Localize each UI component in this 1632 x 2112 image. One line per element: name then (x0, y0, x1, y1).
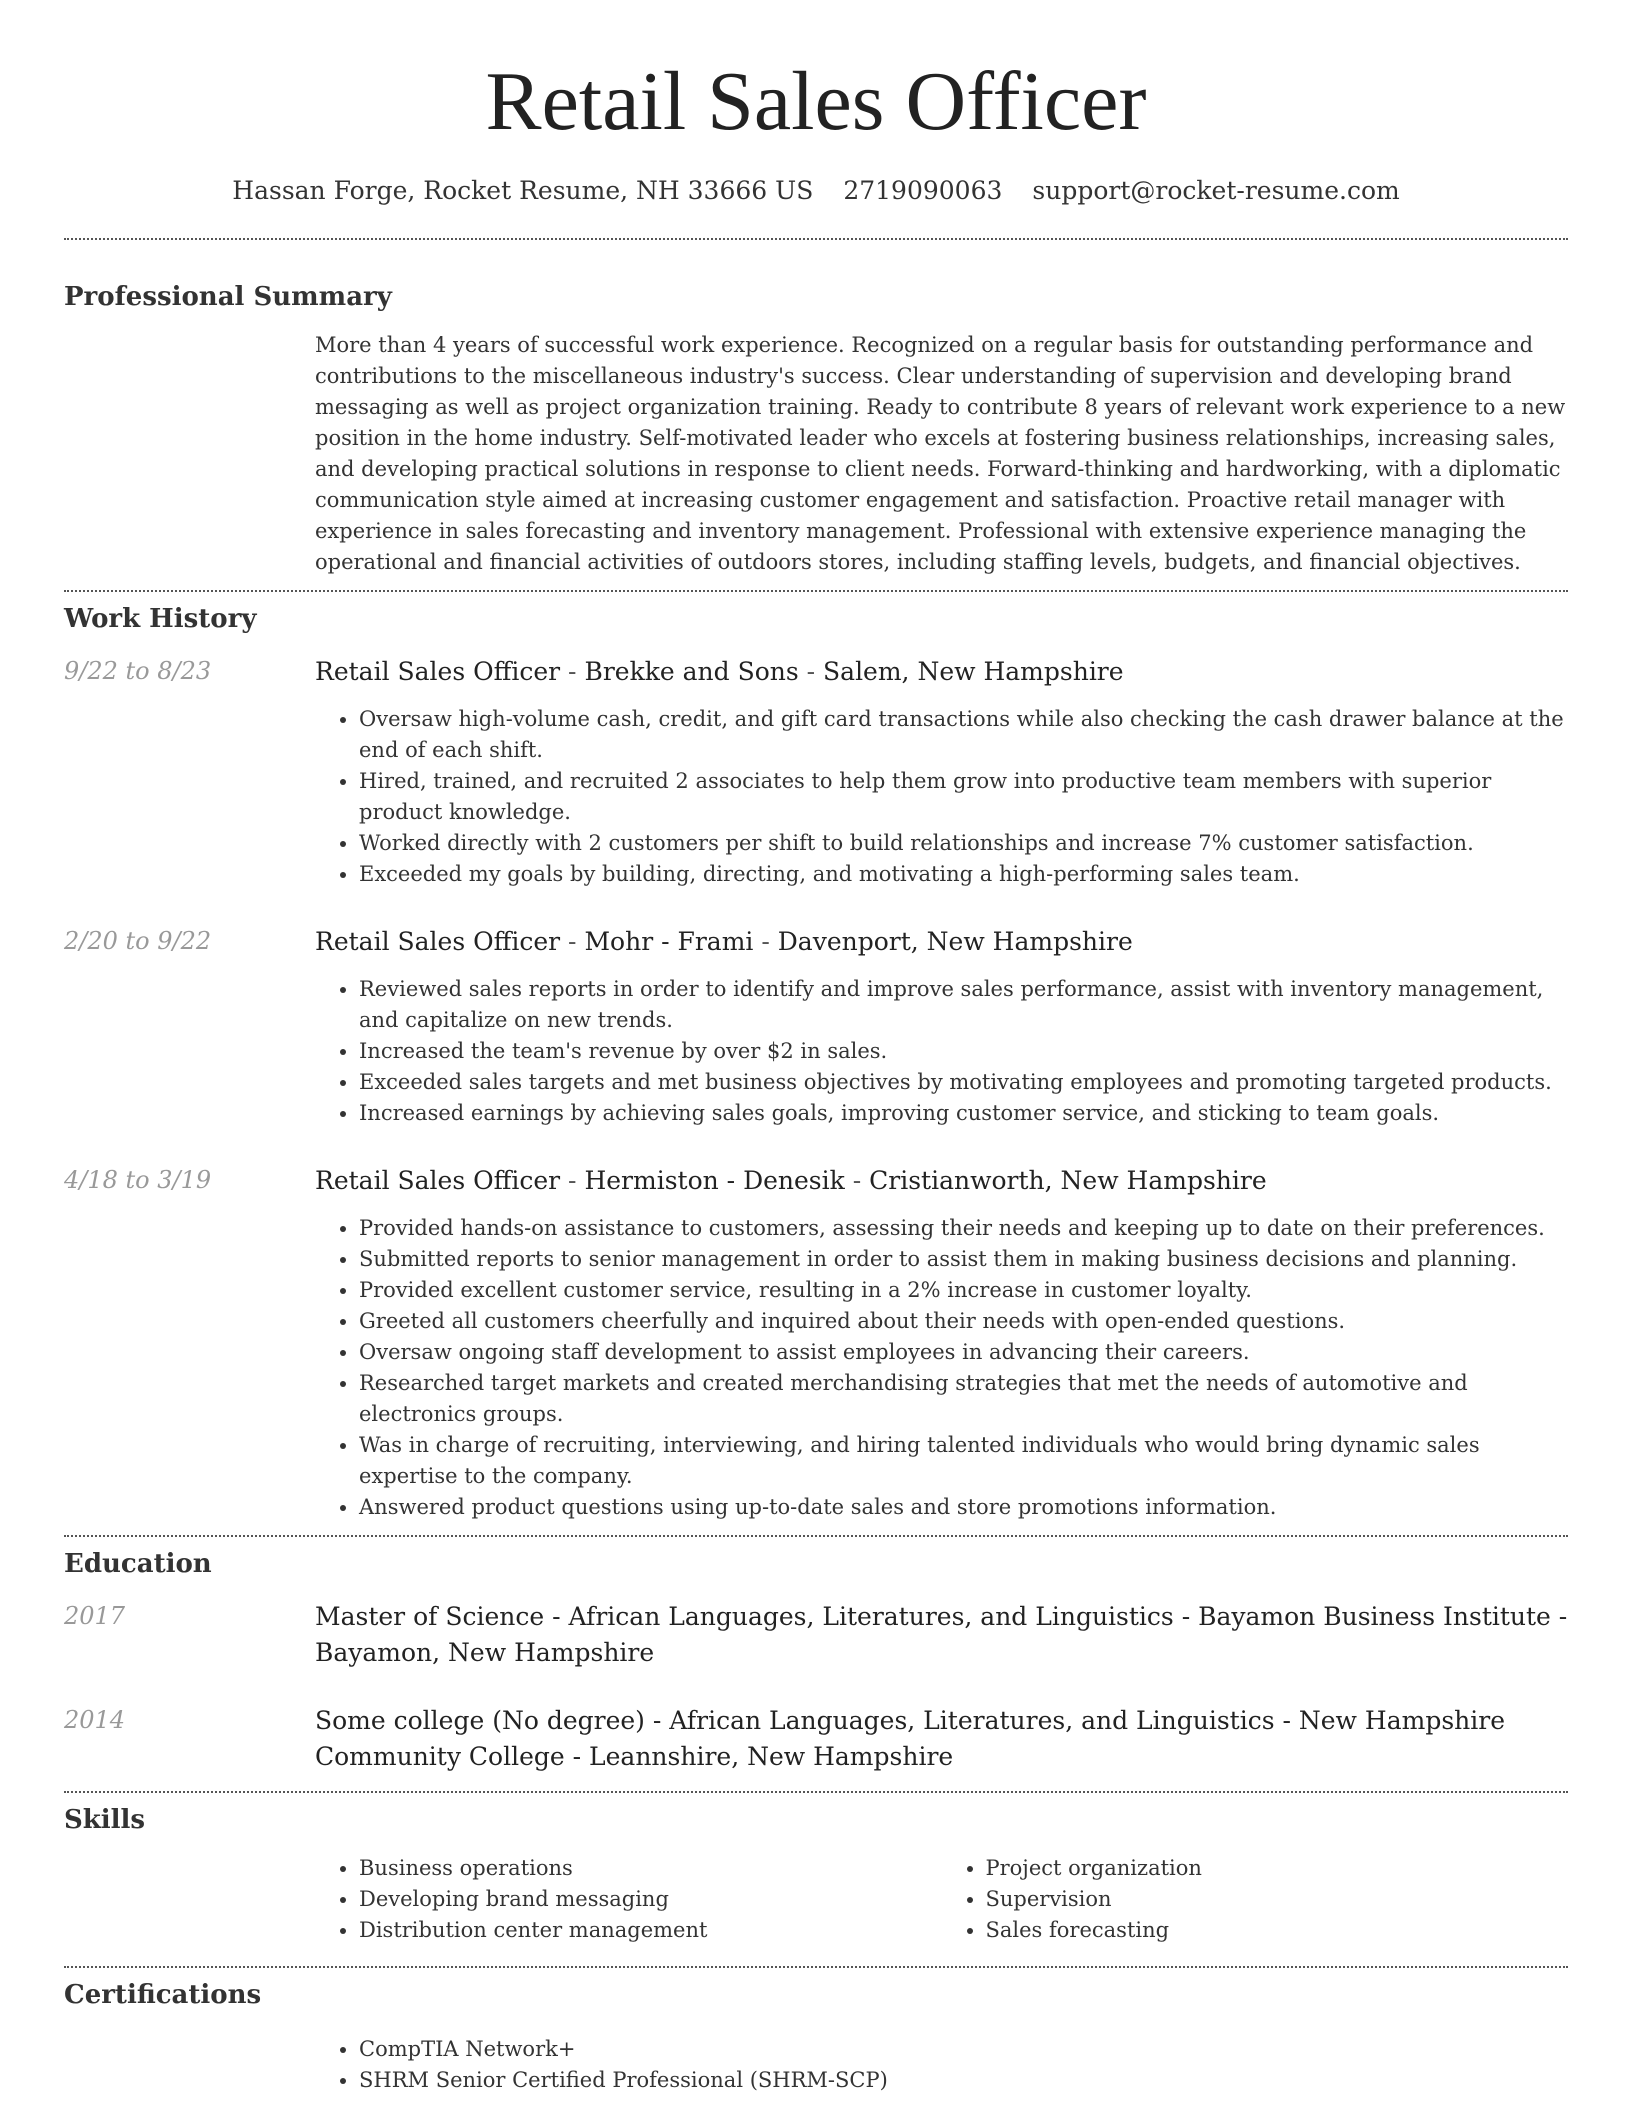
list-item: • SHRM Senior Certified Professional (SHRM-SCP) (359, 2065, 1568, 2096)
skills-list-right (942, 1853, 1569, 1946)
job-dates: 4/18 to 3/19 (64, 1166, 212, 1194)
job-location: Salem, New Hampshire (823, 657, 1124, 686)
list-item: • Oversaw high-volume cash, credit, and gift card transactions while also checking the cash drawer balance at the end of each shift. (359, 704, 1568, 766)
list-item: • Distribution center management (359, 1915, 942, 1946)
job-title: Retail Sales Officer (315, 1166, 561, 1195)
list-item: • Oversaw ongoing staff development to assist employees in advancing their careers. (359, 1337, 1568, 1368)
list-item: • Hired, trained, and recruited 2 associates to help them grow into productive team members with superior product knowledge. (359, 766, 1568, 828)
job-location: Davenport, New Hampshire (777, 927, 1133, 956)
list-item: • Supervision (986, 1884, 1569, 1915)
list-item: • Researched target markets and created merchandising strategies that met the needs of automotive and electronics groups. (359, 1368, 1568, 1430)
summary-heading: Professional Summary (64, 282, 392, 312)
list-item: • Greeted all customers cheerfully and inquired about their needs with open-ended questions. (359, 1306, 1568, 1337)
job-title: Retail Sales Officer (315, 657, 561, 686)
list-item: • Worked directly with 2 customers per shift to build relationships and increase 7% customer satisfaction. (359, 828, 1568, 859)
section-divider (64, 1535, 1568, 1537)
list-item: • Increased the team's revenue by over $2 in sales. (359, 1036, 1568, 1067)
list-item: • Provided hands-on assistance to customers, assessing their needs and keeping up to date on their preferences. (359, 1213, 1568, 1244)
job-company: Mohr - Frami (584, 927, 754, 956)
skills-row (64, 1853, 1568, 1946)
list-item: • Project organization (986, 1853, 1569, 1884)
skills-heading: Skills (64, 1805, 146, 1835)
list-item: • Developing brand messaging (359, 1884, 942, 1915)
job-entry (64, 654, 1568, 890)
certifications-heading: Certifications (64, 1980, 262, 2010)
education-year: 2014 (64, 1706, 126, 1734)
job-heading: Retail Sales Officer - Brekke and Sons - Salem, New Hampshire (315, 657, 1124, 686)
section-divider (64, 1791, 1568, 1793)
resume-title: Retail Sales Officer (485, 55, 1147, 148)
list-item: • Business operations (359, 1853, 942, 1884)
contact-email: support@rocket-resume.com (1032, 176, 1400, 205)
skills-columns (315, 1853, 1568, 1946)
list-item: • Increased earnings by achieving sales goals, improving customer service, and sticking to team goals. (359, 1098, 1568, 1129)
job-entry (64, 924, 1568, 1129)
education-heading: Education (64, 1549, 212, 1579)
work-history-heading: Work History (64, 604, 257, 634)
job-dates: 9/22 to 8/23 (64, 657, 212, 685)
list-item: • Answered product questions using up-to-date sales and store promotions information. (359, 1492, 1568, 1523)
summary-row (64, 330, 1568, 578)
education-degree: Some college (No degree) - African Languages, Literatures, and Linguistics (315, 1706, 1275, 1735)
education-heading-line: Some college (No degree) - African Languages, Literatures, and Linguistics - New Hampshire Community College - Leannshire, New Hampshire (315, 1706, 1505, 1771)
contact-address: Hassan Forge, Rocket Resume, NH 33666 US (232, 176, 814, 205)
list-item: • Sales forecasting (986, 1915, 1569, 1946)
section-divider (64, 238, 1568, 240)
job-heading: Retail Sales Officer - Mohr - Frami - Davenport, New Hampshire (315, 927, 1133, 956)
education-location: Leannshire, New Hampshire (589, 1742, 954, 1771)
list-item: • Was in charge of recruiting, interviewing, and hiring talented individuals who would bring dynamic sales expertise to the company. (359, 1430, 1568, 1492)
job-bullets (315, 1213, 1568, 1523)
contact-phone: 2719090063 (843, 176, 1003, 205)
section-divider (64, 1966, 1568, 1968)
job-dates: 2/20 to 9/22 (64, 927, 212, 955)
certifications-list (315, 2034, 1568, 2096)
job-bullets (315, 974, 1568, 1129)
education-heading-line: Master of Science - African Languages, Literatures, and Linguistics - Bayamon Business Institute - Bayamon, New Hampshire (315, 1602, 1568, 1667)
list-item: • Exceeded my goals by building, directing, and motivating a high-performing sales team. (359, 859, 1568, 890)
education-degree: Master of Science - African Languages, Literatures, and Linguistics (315, 1602, 1174, 1631)
list-item: • Exceeded sales targets and met business objectives by motivating employees and promoting targeted products. (359, 1067, 1568, 1098)
job-entry (64, 1163, 1568, 1523)
skills-list-left (315, 1853, 942, 1946)
list-item: • Submitted reports to senior management in order to assist them in making business decisions and planning. (359, 1244, 1568, 1275)
job-bullets (315, 704, 1568, 890)
summary-text: More than 4 years of successful work experience. Recognized on a regular basis for outstanding performance and contributions to the miscellaneous industry's success. Clear understanding of supervision and developing brand messaging as well as project organization training. Ready to contribute 8 years of relevant work experience to a new position in the home industry. Self-motivated leader who excels at fostering business relationships, increasing sales, and developing practical solutions in response to client needs. Forward-thinking and hardworking, with a diplomatic communication style aimed at increasing customer engagement and satisfaction. Proactive retail manager with experience in sales forecasting and inventory management. Professional with extensive experience managing the operational and financial activities of outdoors stores, including staffing levels, budgets, and financial objectives. (315, 333, 1566, 574)
education-school: New Hampshire Community College (315, 1706, 1505, 1771)
certifications-row (64, 2034, 1568, 2096)
job-title: Retail Sales Officer (315, 927, 561, 956)
education-entry (64, 1703, 1568, 1775)
job-location: Cristianworth, New Hampshire (869, 1166, 1267, 1195)
list-item: • Provided excellent customer service, resulting in a 2% increase in customer loyalty. (359, 1275, 1568, 1306)
job-company: Hermiston - Denesik (584, 1166, 845, 1195)
education-year: 2017 (64, 1602, 126, 1630)
list-item: • Reviewed sales reports in order to identify and improve sales performance, assist with inventory management, and capitalize on new trends. (359, 974, 1568, 1036)
education-entry (64, 1599, 1568, 1671)
education-location: Bayamon, New Hampshire (315, 1638, 655, 1667)
section-divider (64, 590, 1568, 592)
contact-line (64, 174, 1568, 208)
list-item: • CompTIA Network+ (359, 2034, 1568, 2065)
education-school: Bayamon Business Institute (1198, 1602, 1551, 1631)
job-heading: Retail Sales Officer - Hermiston - Denesik - Cristianworth, New Hampshire (315, 1166, 1267, 1195)
job-company: Brekke and Sons (584, 657, 799, 686)
